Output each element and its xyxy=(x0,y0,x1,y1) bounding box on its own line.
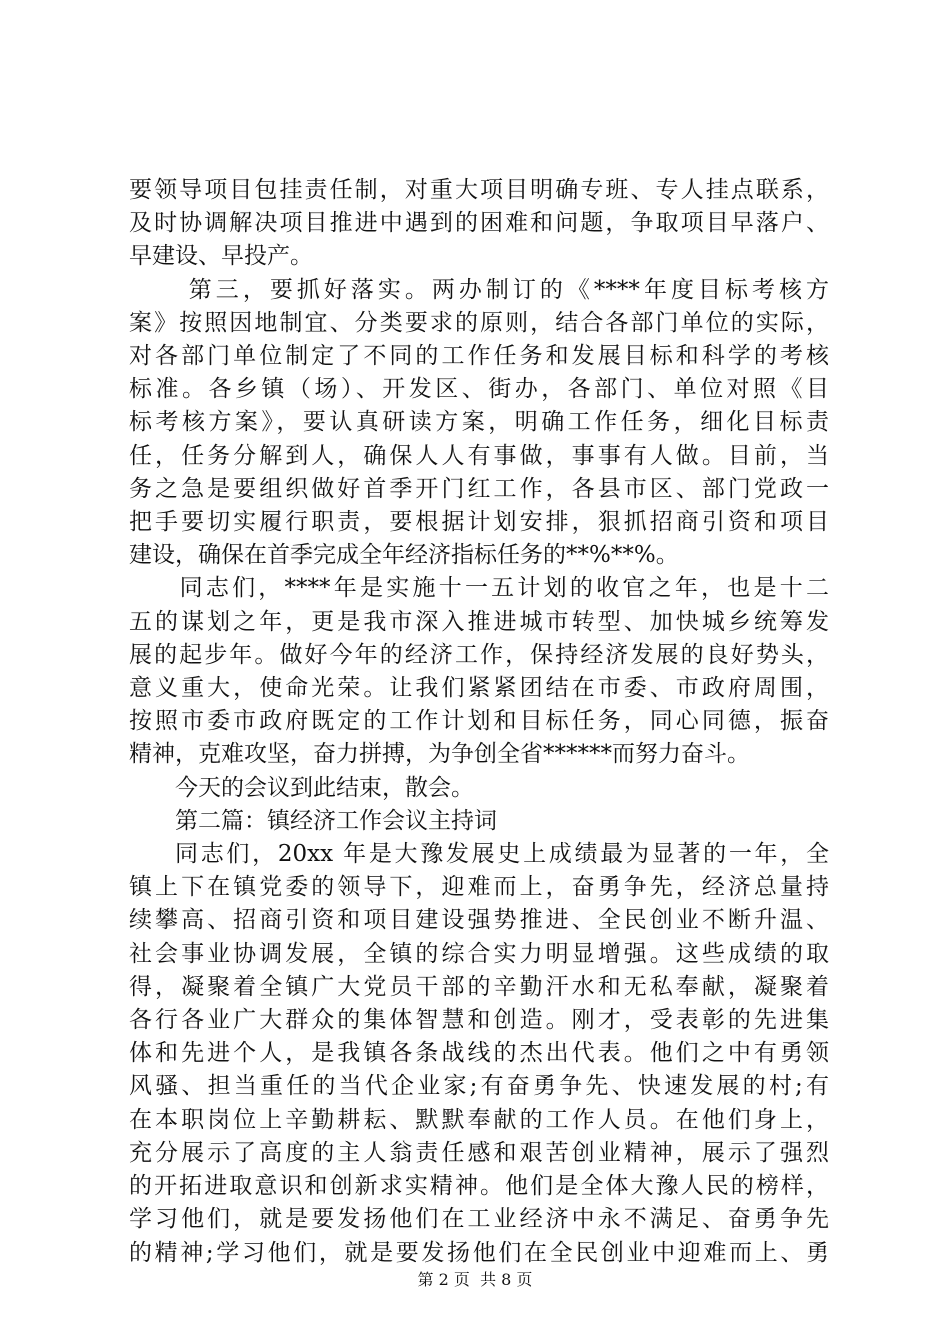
text-line: 及时协调解决项目推进中遇到的困难和问题，争取项目早落户、 xyxy=(129,210,829,237)
text-line: 各行各业广大群众的集体智慧和创造。刚才，受表彰的先进集 xyxy=(129,1007,829,1034)
text-line: 今天的会议到此结束，散会。 xyxy=(175,774,474,801)
text-line: 得，凝聚着全镇广大党员干部的辛勤汗水和无私奉献，凝聚着 xyxy=(129,973,829,1000)
text-line: 第三，要抓好落实。两办制订的《****年度目标考核方 xyxy=(188,276,829,303)
text-line: 的精神;学习他们，就是要发扬他们在全民创业中迎难而上、勇 xyxy=(129,1239,829,1266)
text-line: 对各部门单位制定了不同的工作任务和发展目标和科学的考核 xyxy=(129,343,829,370)
text-line: 标准。各乡镇（场）、开发区、街办，各部门、单位对照《目 xyxy=(129,376,829,403)
text-line: 镇上下在镇党委的领导下，迎难而上，奋勇争先，经济总量持 xyxy=(129,874,829,901)
text-line: 早建设、早投产。 xyxy=(129,243,313,270)
text-line: 案》按照因地制宜、分类要求的原则，结合各部门单位的实际， xyxy=(129,309,829,336)
text-line: 五的谋划之年，更是我市深入推进城市转型、加快城乡统筹发 xyxy=(129,608,829,635)
text-line: 按照市委市政府既定的工作计划和目标任务，同心同德，振奋 xyxy=(129,708,829,735)
text-line: 任，任务分解到人，确保人人有事做，事事有人做。目前，当 xyxy=(129,442,829,469)
text-line: 第二篇：镇经济工作会议主持词 xyxy=(175,807,497,834)
text-line: 展的起步年。做好今年的经济工作，保持经济发展的良好势头， xyxy=(129,641,829,668)
text-line: 要领导项目包挂责任制，对重大项目明确专班、专人挂点联系， xyxy=(129,177,829,203)
text-line: 风骚、担当重任的当代企业家;有奋勇争先、快速发展的村;有 xyxy=(129,1073,829,1100)
document-body xyxy=(129,174,829,1270)
text-line: 建设，确保在首季完成全年经济指标任务的**%**%。 xyxy=(129,542,679,569)
text-line: 社会事业协调发展，全镇的综合实力明显增强。这些成绩的取 xyxy=(129,940,829,967)
text-line: 体和先进个人，是我镇各条战线的杰出代表。他们之中有勇领 xyxy=(129,1040,829,1067)
text-line: 精神，克难攻坚，奋力拼搏，为争创全省******而努力奋斗。 xyxy=(129,741,750,768)
text-line: 学习他们，就是要发扬他们在工业经济中永不满足、奋勇争先 xyxy=(129,1206,829,1233)
text-line: 标考核方案》，要认真研读方案，明确工作任务，细化目标责 xyxy=(129,409,829,436)
text-line: 在本职岗位上辛勤耕耘、默默奉献的工作人员。在他们身上， xyxy=(129,1106,829,1133)
text-line: 同志们，20xx 年是大豫发展史上成绩最为显著的一年，全 xyxy=(175,841,829,868)
text-line: 务之急是要组织做好首季开门红工作，各县市区、部门党政一 xyxy=(129,475,829,502)
text-line: 充分展示了高度的主人翁责任感和艰苦创业精神，展示了强烈 xyxy=(129,1139,829,1166)
text-line: 同志们，****年是实施十一五计划的收官之年，也是十二 xyxy=(179,575,829,602)
text-line: 的开拓进取意识和创新求实精神。他们是全体大豫人民的榜样， xyxy=(129,1173,829,1200)
text-line: 续攀高、招商引资和项目建设强势推进、全民创业不断升温、 xyxy=(129,907,829,934)
text-line: 把手要切实履行职责，要根据计划安排，狠抓招商引资和项目 xyxy=(129,509,829,536)
text-line: 意义重大，使命光荣。让我们紧紧团结在市委、市政府周围， xyxy=(129,675,829,702)
page-number-footer: 第 2 页 共 8 页 xyxy=(417,1270,533,1289)
